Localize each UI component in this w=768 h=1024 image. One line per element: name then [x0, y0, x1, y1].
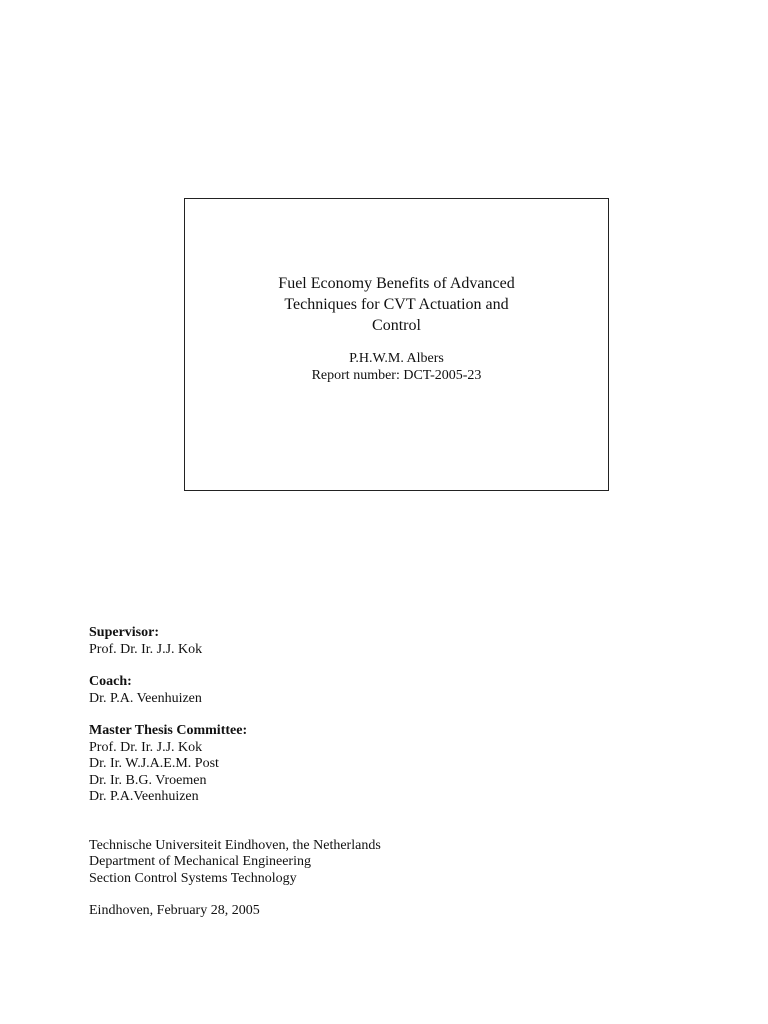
committee-member: Dr. P.A.Veenhuizen — [89, 789, 199, 804]
committee-member: Dr. Ir. B.G. Vroemen — [89, 772, 207, 788]
title-line-1: Fuel Economy Benefits of Advanced — [278, 275, 515, 292]
info-section — [89, 625, 381, 920]
committee-member: Dr. Ir. W.J.A.E.M. Post — [89, 756, 219, 771]
institution-line: Department of Mechanical Engineering — [89, 854, 311, 869]
supervisor-name: Prof. Dr. Ir. J.J. Kok — [89, 641, 203, 657]
committee-label: Master Thesis Committee: — [89, 723, 248, 738]
institution-line: Technische Universiteit Eindhoven, the Netherlands — [89, 837, 381, 853]
coach-label: Coach: — [89, 674, 132, 689]
report-number: Report number: DCT-2005-23 — [311, 368, 482, 383]
author-block — [185, 350, 608, 384]
institution-line: Section Control Systems Technology — [89, 870, 297, 886]
place-date: Eindhoven, February 28, 2005 — [89, 903, 260, 918]
title-box — [184, 198, 609, 491]
supervisor-label: Supervisor: — [89, 625, 159, 640]
title-line-3: Control — [372, 317, 421, 334]
coach-name: Dr. P.A. Veenhuizen — [89, 690, 202, 706]
author-name: P.H.W.M. Albers — [349, 351, 444, 366]
title-line-2: Techniques for CVT Actuation and — [284, 296, 509, 313]
committee-member: Prof. Dr. Ir. J.J. Kok — [89, 739, 203, 755]
report-title — [247, 273, 547, 336]
